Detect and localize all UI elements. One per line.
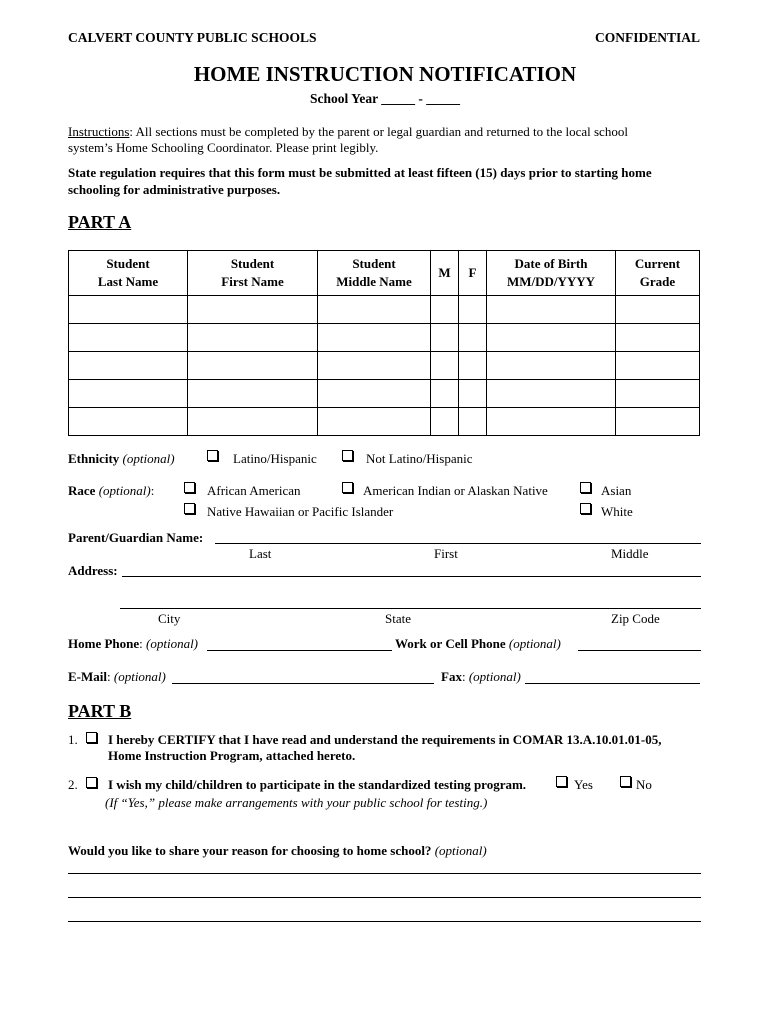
table-header-row <box>69 251 700 296</box>
school-year-field[interactable]: School Year _____ - _____ <box>310 91 460 106</box>
table-cell[interactable] <box>616 324 700 352</box>
email-field[interactable] <box>172 683 434 684</box>
instructions-line1: : All sections must be completed by the parent or legal guardian and returned to the local school <box>129 124 628 139</box>
table-cell[interactable] <box>459 352 487 380</box>
table-cell[interactable] <box>69 352 188 380</box>
address-label: Address: <box>68 563 118 578</box>
table-cell[interactable] <box>487 408 616 436</box>
guardian-middle-caption: Middle <box>611 546 649 561</box>
checkbox-pacific-islander[interactable] <box>184 503 195 514</box>
table-row <box>69 408 700 436</box>
fax-field[interactable] <box>525 683 700 684</box>
table-cell[interactable] <box>616 408 700 436</box>
zip-caption: Zip Code <box>611 611 660 626</box>
item1-number: 1. <box>68 732 78 747</box>
table-cell[interactable] <box>188 352 318 380</box>
certify-line1: I hereby CERTIFY that I have read and understand the requirements in COMAR 13.A.10.01.01-05, <box>108 732 662 747</box>
part-a-heading: PART A <box>68 212 132 232</box>
reason-line-1[interactable] <box>68 873 701 874</box>
table-cell[interactable] <box>487 296 616 324</box>
option-asian: Asian <box>601 483 632 498</box>
table-row <box>69 296 700 324</box>
checkbox-american-indian[interactable] <box>342 482 353 493</box>
table-cell[interactable] <box>487 352 616 380</box>
checkbox-testing-no[interactable] <box>620 776 631 787</box>
student-table <box>68 250 700 436</box>
address-line2-field[interactable] <box>120 608 701 609</box>
item2-number: 2. <box>68 777 78 792</box>
option-white: White <box>601 504 633 519</box>
table-cell[interactable] <box>188 408 318 436</box>
checkbox-certify[interactable] <box>86 732 97 743</box>
table-cell[interactable] <box>616 296 700 324</box>
table-cell[interactable] <box>459 324 487 352</box>
guardian-label: Parent/Guardian Name: <box>68 530 204 545</box>
table-cell[interactable] <box>318 408 431 436</box>
table-cell[interactable] <box>188 324 318 352</box>
checkbox-latino[interactable] <box>207 450 218 461</box>
testing-yes-label: Yes <box>574 777 593 792</box>
table-cell[interactable] <box>431 352 459 380</box>
state-caption: State <box>385 611 411 626</box>
table-cell[interactable] <box>69 296 188 324</box>
instructions-line2: system’s Home Schooling Coordinator. Please print legibly. <box>68 140 379 155</box>
confidential-label: CONFIDENTIAL <box>594 30 700 45</box>
option-african-american: African American <box>207 483 301 498</box>
fax-label: Fax: (optional) <box>441 669 521 684</box>
work-phone-field[interactable] <box>578 650 701 651</box>
table-row <box>69 324 700 352</box>
reason-line-2[interactable] <box>68 897 701 898</box>
table-cell[interactable] <box>318 296 431 324</box>
table-cell[interactable] <box>459 296 487 324</box>
table-cell[interactable] <box>431 324 459 352</box>
reason-line-3[interactable] <box>68 921 701 922</box>
home-phone-field[interactable] <box>207 650 392 651</box>
instructions-text <box>68 124 628 140</box>
guardian-name-field[interactable] <box>215 543 701 544</box>
table-cell[interactable] <box>69 408 188 436</box>
part-b-heading: PART B <box>68 701 132 721</box>
testing-no-label: No <box>636 777 652 792</box>
checkbox-white[interactable] <box>580 503 591 514</box>
checkbox-testing[interactable] <box>86 777 97 788</box>
option-not-latino: Not Latino/Hispanic <box>366 451 473 466</box>
option-american-indian: American Indian or Alaskan Native <box>363 483 548 498</box>
city-caption: City <box>158 611 181 626</box>
district-name: CALVERT COUNTY PUBLIC SCHOOLS <box>68 30 317 45</box>
table-cell[interactable] <box>459 380 487 408</box>
col-dob: Date of Birth MM/DD/YYYY <box>487 251 616 296</box>
table-cell[interactable] <box>459 408 487 436</box>
checkbox-not-latino[interactable] <box>342 450 353 461</box>
table-cell[interactable] <box>318 380 431 408</box>
race-label: Race (optional): <box>68 483 155 498</box>
table-cell[interactable] <box>487 324 616 352</box>
table-cell[interactable] <box>487 380 616 408</box>
regulation-line1: State regulation requires that this form must be submitted at least fifteen (15) days prior to starting home <box>68 165 652 180</box>
reason-prompt: Would you like to share your reason for choosing to home school? (optional) <box>68 843 487 858</box>
ethnicity-label: Ethnicity (optional) <box>68 451 175 466</box>
table-cell[interactable] <box>431 296 459 324</box>
checkbox-asian[interactable] <box>580 482 591 493</box>
table-row <box>69 380 700 408</box>
instructions-label: Instructions <box>68 124 130 139</box>
home-phone-label: Home Phone: (optional) <box>68 636 199 651</box>
col-grade: Current Grade <box>616 251 700 296</box>
form-title: HOME INSTRUCTION NOTIFICATION <box>193 62 577 86</box>
table-cell[interactable] <box>318 324 431 352</box>
table-cell[interactable] <box>431 408 459 436</box>
email-label: E-Mail: (optional) <box>68 669 166 684</box>
col-middle-name: Student Middle Name <box>318 251 431 296</box>
table-cell[interactable] <box>431 380 459 408</box>
col-male: M <box>431 251 459 296</box>
checkbox-testing-yes[interactable] <box>556 776 567 787</box>
col-first-name: Student First Name <box>188 251 318 296</box>
testing-note: (If “Yes,” please make arrangements with your public school for testing.) <box>105 795 488 810</box>
option-pacific-islander: Native Hawaiian or Pacific Islander <box>207 504 394 519</box>
certify-line2: Home Instruction Program, attached hereto. <box>108 748 356 763</box>
regulation-line2: schooling for administrative purposes. <box>68 182 281 197</box>
col-female: F <box>459 251 487 296</box>
option-latino: Latino/Hispanic <box>233 451 317 466</box>
table-cell[interactable] <box>69 324 188 352</box>
table-cell[interactable] <box>616 380 700 408</box>
testing-text: I wish my child/children to participate in the standardized testing program. <box>108 777 527 792</box>
table-cell[interactable] <box>69 380 188 408</box>
address-line1-field[interactable] <box>122 576 701 577</box>
table-cell[interactable] <box>616 352 700 380</box>
guardian-first-caption: First <box>434 546 458 561</box>
work-phone-label: Work or Cell Phone (optional) <box>395 636 561 651</box>
table-cell[interactable] <box>188 380 318 408</box>
checkbox-african-american[interactable] <box>184 482 195 493</box>
col-last-name: Student Last Name <box>69 251 188 296</box>
table-row <box>69 352 700 380</box>
table-cell[interactable] <box>318 352 431 380</box>
guardian-last-caption: Last <box>249 546 272 561</box>
table-cell[interactable] <box>188 296 318 324</box>
